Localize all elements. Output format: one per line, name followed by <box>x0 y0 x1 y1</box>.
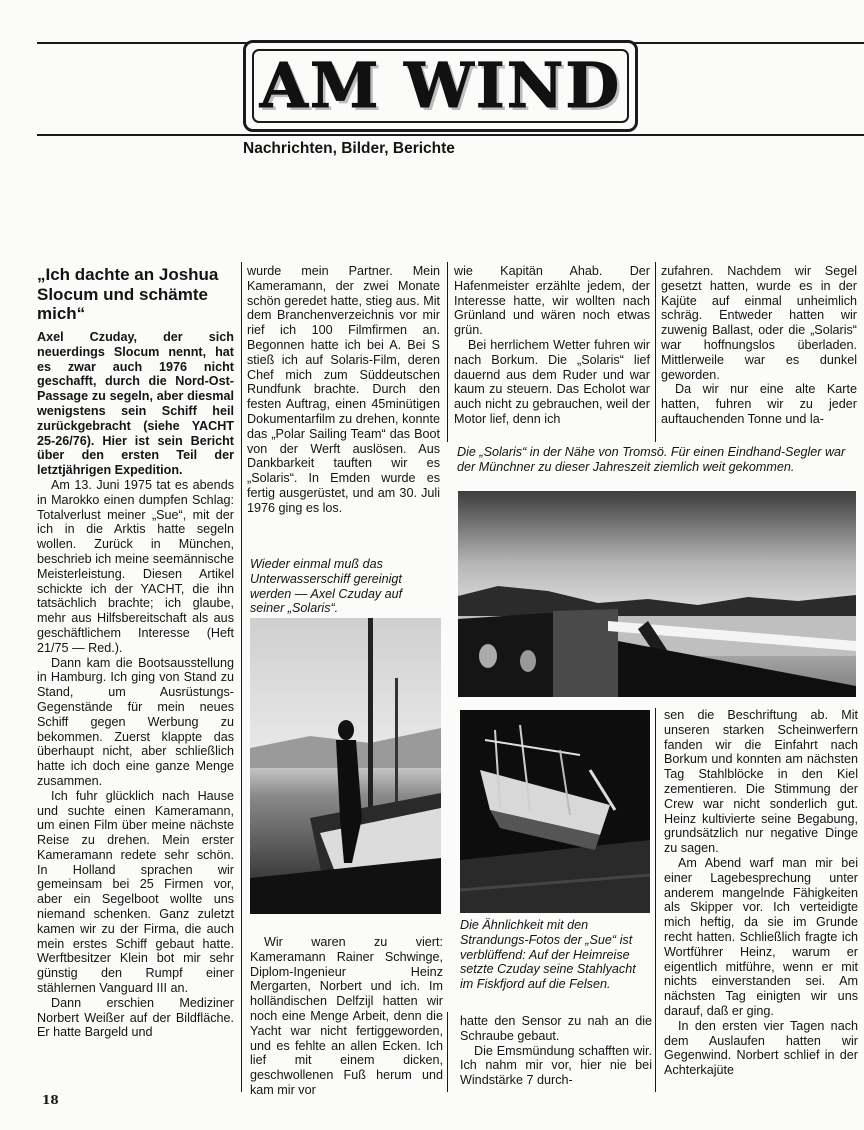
paragraph: Ich fuhr glücklich nach Hause und suchte einen Kameramann, um einen Film über meine nächste Reise zu drehen. Mein erster Kameramann redete sehr schön. In Holland sprachen wir gemeinsam bei 25 Firmen vor, aber ein Segelboot wollte uns niemand schenken. Ganz zuletzt kamen wir zu der Firma, die auch mein erstes Schiff gebaut hatte. Werftbesitzer Klein bot mir sehr günstig den Rumpf einer stählernen Vanguard III an. <box>37 788 234 996</box>
paragraph: wurde mein Partner. Mein Kameramann, der zwei Monate schön geredet hatte, stieg aus. Mit dem Branchenverzeichnis vor mir rief ich 100 Filmfirmen an. Begonnen hatte ich bei A. Bei S stieß ich auf Solaris-Film, deren Chef mich zum Süddeutschen Rundfunk brachte. Durch den festen Auftrag, einen 45minütigen Dokumentarfilm zu drehen, konnte das „Polar Sailing Team“ das Boot von der Werft auslösen. Aus Dankbarkeit tauften wir es „Solaris“. In Emden wurde es fertig ausgerüstet, und am 30. Juli 1976 ging es los. <box>247 264 440 515</box>
article-column-4-bottom <box>664 708 858 1078</box>
article-column-2-bottom <box>250 935 443 1098</box>
section-subhead: Nachrichten, Bilder, Berichte <box>243 140 455 157</box>
paragraph: Dann erschien Mediziner Norbert Weißer auf der Bildfläche. Er hatte Bargeld und <box>37 995 234 1040</box>
paragraph: wie Kapitän Ahab. Der Hafenmeister erzählte jedem, der Interesse hatte, wir wollten nach Grünland und wären noch etwas grün. <box>454 264 650 338</box>
masthead-title: AM WIND <box>259 49 622 122</box>
paragraph: Dann kam die Bootsausstellung in Hamburg. Ich ging von Stand zu Stand, um Ausrüstungs-Gegenstände für mein neues Schiff gegen Werbung zu bekommen. Zuerst klappte das überhaupt nicht, aber schließlich hatte ich doch eine ganze Menge zusammen. <box>37 655 234 788</box>
article-column-3-top <box>454 264 650 427</box>
paragraph: Wir waren zu viert: Kameramann Rainer Schwinge, Diplom-Ingenieur Heinz Mergarten, Norbert und ich. Im holländischen Delfzijl hatten wir noch eine Menge Arbeit, denn die Yacht war nicht fertiggeworden, und es fehlte an allen Ecken. Ich lief mit einem dicken, geschwollenen Fuß herum und kam mir vor <box>250 935 443 1097</box>
article-lead: Axel Czuday, der sich neuerdings Slocum nennt, hat es zwar auch 1976 nicht geschafft, durch die Nord-Ost-Passage zu segeln, aber diesmal wenigstens sein Schiff heil zurückgebracht (siehe YACHT 25-26/76). Hier ist sein Bericht über den ersten Teil der letztjährigen Expedition. <box>37 330 234 478</box>
caption-tromso: Die „Solaris“ in der Nähe von Tromsö. Für einen Eindhand-Segler war der Münchner zu dieser Jahreszeit ziemlich weit gekommen. <box>457 445 846 474</box>
column-divider-3 <box>655 262 656 442</box>
photo-skipper-graphic <box>250 618 441 914</box>
column-divider-5 <box>655 708 656 1092</box>
article-headline: „Ich dachte an Joshua Slocum und schämte mich“ <box>37 265 219 323</box>
photo-stranded-yacht <box>460 710 650 913</box>
paragraph: Bei herrlichem Wetter fuhren wir nach Borkum. Die „Solaris“ lief dauernd aus dem Ruder und war kaum zu steuern. Das Echolot war auch nicht zu gebrauchen, weil der Motor lief, denn ich <box>454 337 650 426</box>
paragraph: Am Abend warf man mir bei einer Lagebesprechung unter anderem mangelnde Fähigkeiten als Skipper vor. Ich verteidigte mich heftig, da sie im Grunde recht hatten. Schließlich fragte ich Wortführer Heinz, warum er eigentlich mitführe, wenn er mit nichts einverstanden sei. Am nächsten Tag einigten wir uns darauf, daß er ging. <box>664 855 858 1018</box>
photo-tromso-graphic <box>458 491 856 697</box>
paragraph: zufahren. Nachdem wir Segel gesetzt hatten, wurde es in der Kajüte auf einmal unheimlich schräg. Entweder hatten wir zuwenig Ballast, oder die „Solaris“ war hoffnungslos überladen. Mittlerweile war es dunkel geworden. <box>661 264 857 382</box>
masthead-baseline-rule <box>37 134 864 136</box>
photo-solaris-tromso <box>458 491 856 697</box>
article-column-4-top <box>661 264 857 427</box>
paragraph: hatte den Sensor zu nah an die Schraube gebaut. <box>460 1014 652 1043</box>
paragraph: Da wir nur eine alte Karte hatten, fuhren wir zu jeder auftauchenden Tonne und la- <box>661 382 857 426</box>
paragraph: Am 13. Juni 1975 tat es abends in Marokko einen dumpfen Schlag: Totalverlust meiner „Sue“, mit der ich in die Arktis hatte segeln wollen. Zurück in München, beschrieb ich meine seemännische Meisterleistung. Diesen Artikel schickte ich der YACHT, die ihn tatsächlich brachte; ich glaube, mehr aus Hilfsbereitschaft als aus geschäftlichem Interesse (Heft 21/75 — Red.). <box>37 477 234 655</box>
caption-hull-cleaning: Wieder einmal muß das Unterwasserschiff gereinigt werden — Axel Czuday auf seiner „Solaris“. <box>250 557 403 616</box>
paragraph: In den ersten vier Tagen nach dem Auslaufen hatten wir Gegenwind. Norbert schlief in der Achterkajüte <box>664 1018 858 1078</box>
masthead <box>243 40 638 132</box>
column-divider-4 <box>447 1012 448 1092</box>
article-column-1 <box>37 330 234 1040</box>
paragraph: sen die Beschriftung ab. Mit unseren starken Scheinwerfern fanden wir die Einfahrt nach Borkum und konnten am nächsten Tag Stahlblöcke in den Kiel zementieren. Die Stimmung der Crew war nicht sonderlich gut. Heinz kultivierte seine Begabung, grundsätzlich nur negative Dinge zu sagen. <box>664 708 858 856</box>
column-divider-2 <box>447 262 448 442</box>
caption-stranded: Die Ähnlichkeit mit den Strandungs-Fotos der „Sue“ ist verblüffend: Auf der Heimreise setzte Czuday seine Stahlyacht im Fiskfjord auf die Felsen. <box>460 918 636 992</box>
page-number: 18 <box>42 1093 59 1107</box>
paragraph: Die Emsmündung schafften wir. Ich nahm mir vor, hier nie bei Windstärke 7 durch- <box>460 1043 652 1088</box>
photo-stranded-graphic <box>460 710 650 913</box>
photo-skipper-on-deck <box>250 618 441 914</box>
article-column-2-top <box>247 264 440 516</box>
column-divider-1 <box>241 262 242 1092</box>
article-column-3-bottom <box>460 1014 652 1088</box>
